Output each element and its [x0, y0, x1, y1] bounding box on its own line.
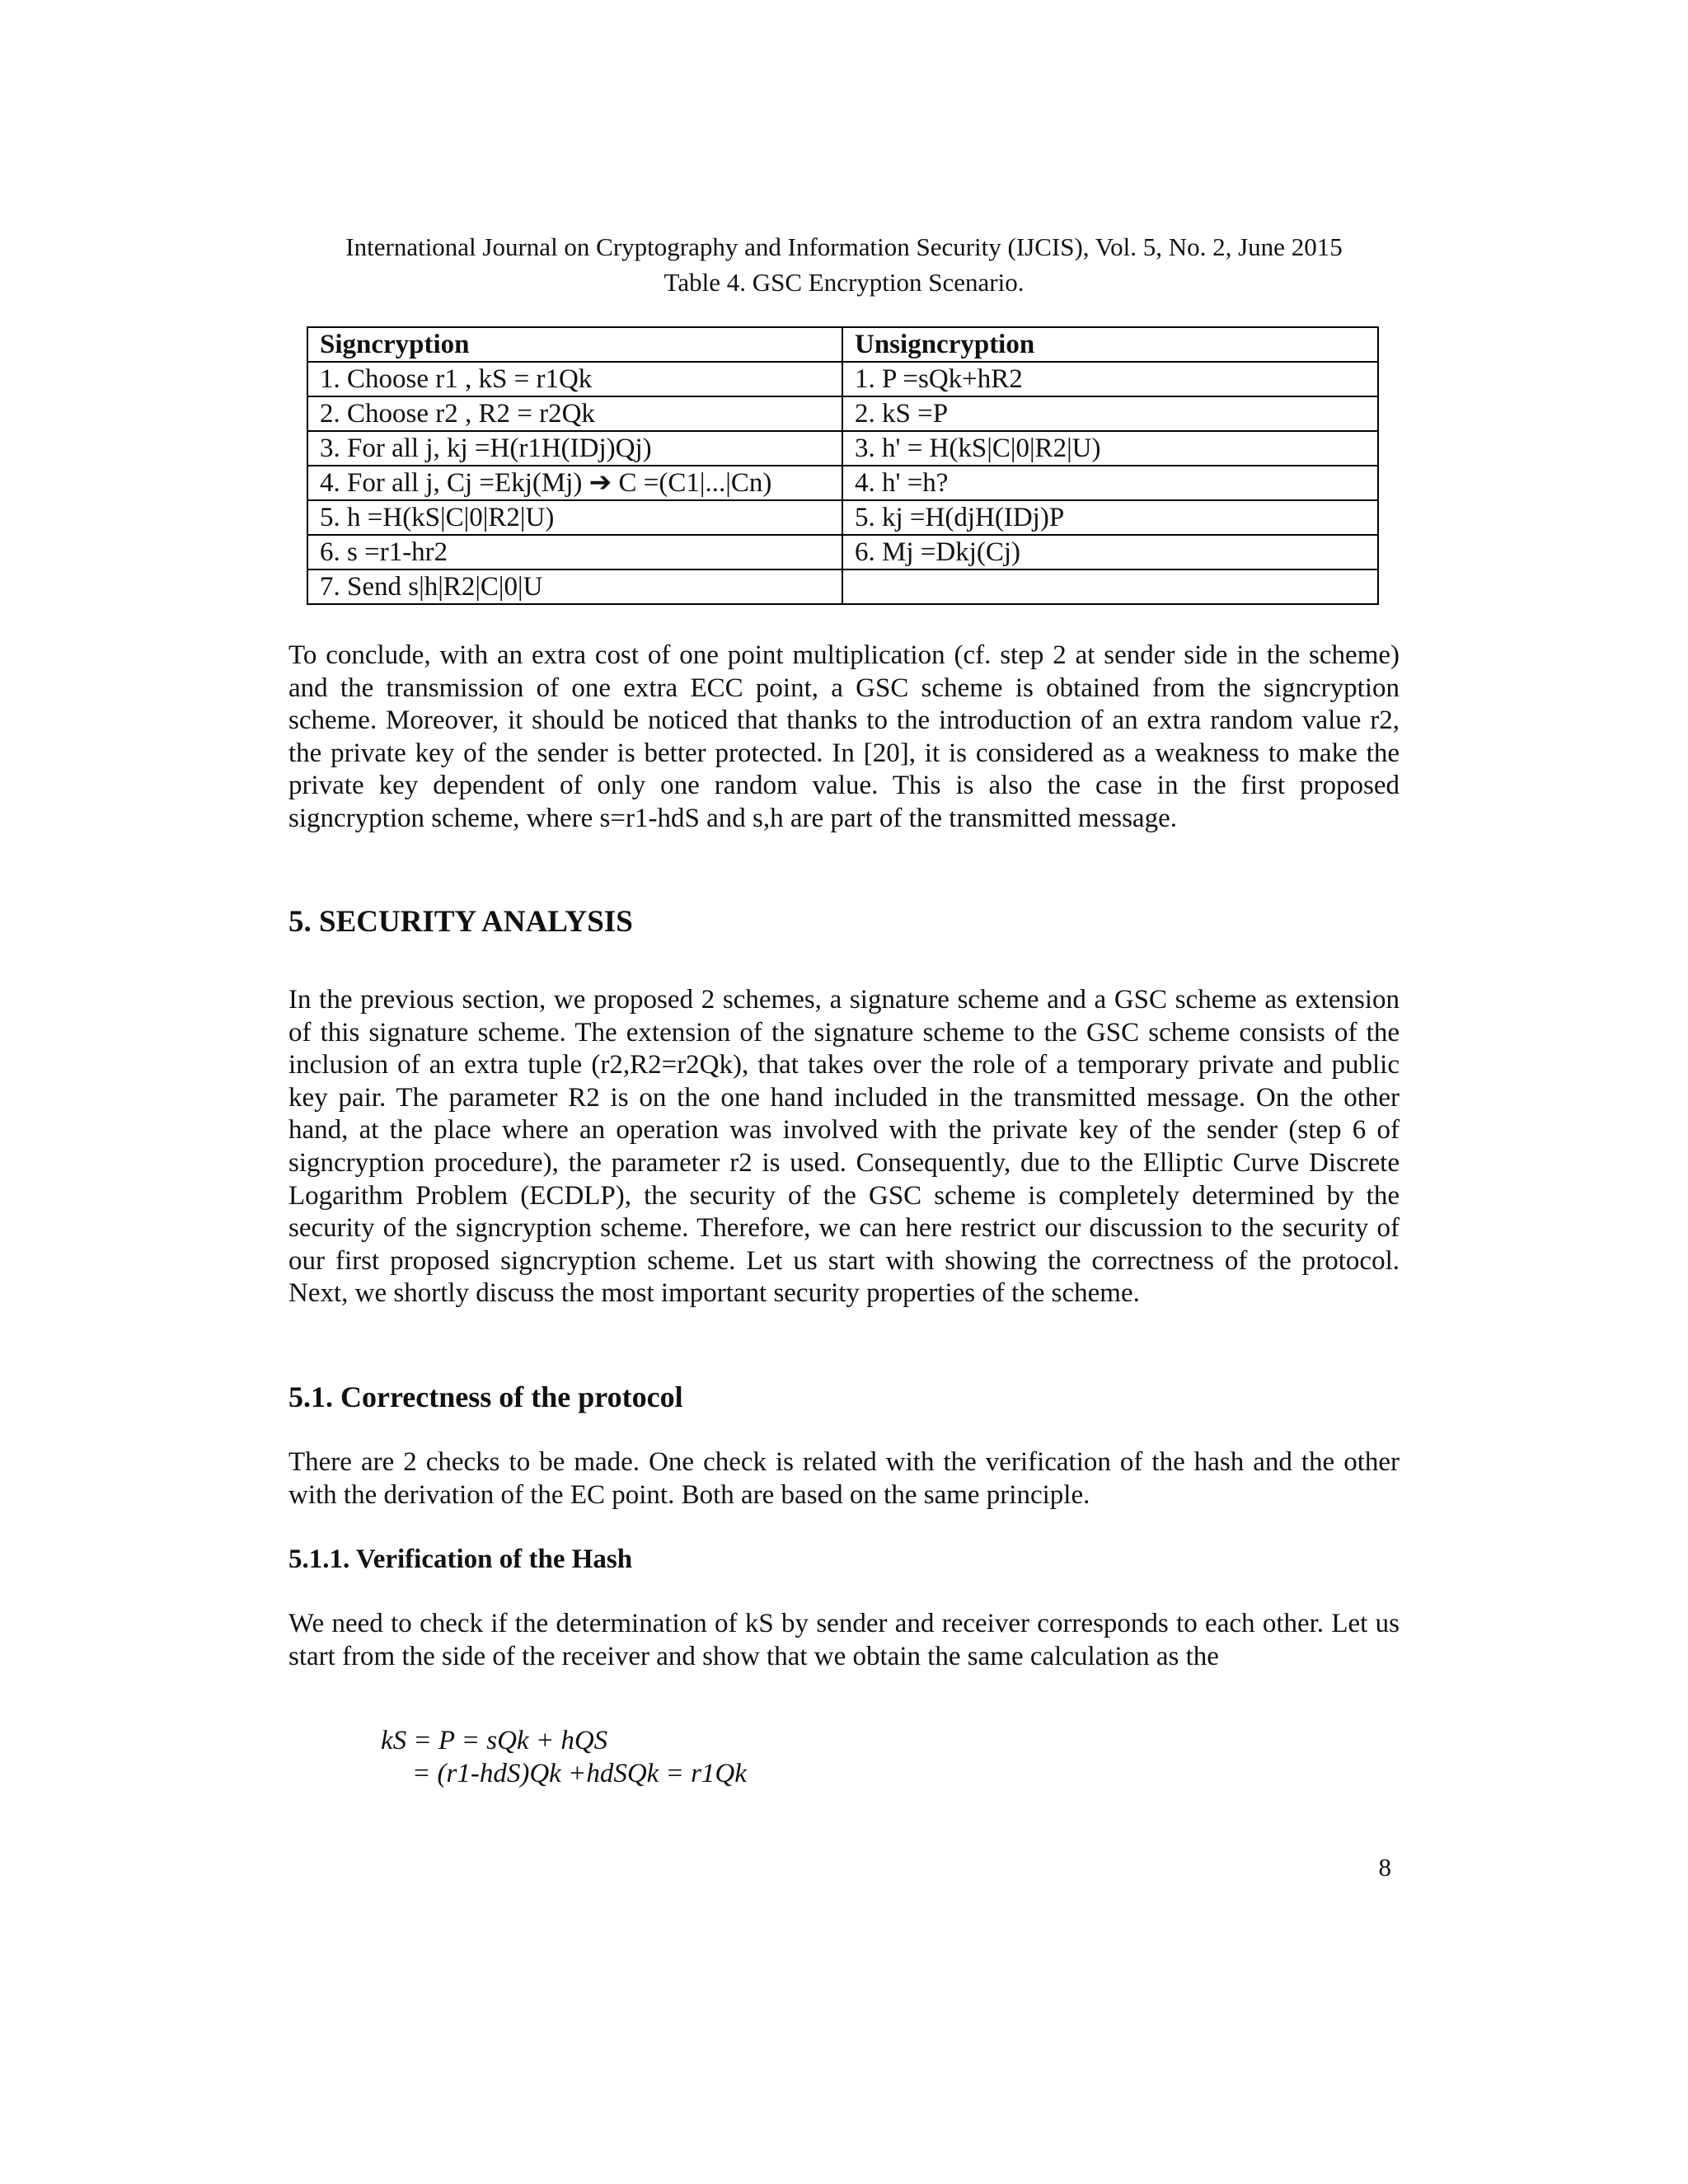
paragraph-security-analysis: In the previous section, we proposed 2 schemes, a signature scheme and a GSC scheme as extension of this signature scheme. The extension of the signature scheme to the GSC scheme consists of the inclusion of an extra tuple (r2,R2=r2Qk), that takes over the role of a temporary private and public key pair. The parameter R2 is on the one hand included in the transmitted message. On the other hand, at the place where an operation was involved with the private key of the sender (step 6 of signcryption procedure), the parameter r2 is used. Consequently, due to the Elliptic Curve Discrete Logarithm Problem (ECDLP), the security of the GSC scheme is completely determined by the security of the signcryption scheme. Therefore, we can here restrict our discussion to the security of our first proposed signcryption scheme. Let us start with showing the correctness of the protocol. Next, we shortly discuss the most important security properties of the scheme.	[288, 985, 1400, 1309]
table-cell: 1. Choose r1 , kS = r1Qk	[307, 362, 842, 396]
table-header-unsigncryption: Unsigncryption	[842, 327, 1378, 362]
equation-line-2: = (r1-hdS)Qk +hdSQk = r1Qk	[412, 1759, 747, 1788]
table-cell: 2. Choose r2 , R2 = r2Qk	[307, 396, 842, 431]
running-head: International Journal on Cryptography and Information Security (IJCIS), Vol. 5, No. 2, June 2015	[345, 232, 1343, 261]
table-row	[307, 396, 1378, 431]
table-caption: Table 4. GSC Encryption Scenario.	[663, 268, 1025, 297]
table-cell: 1. P =sQk+hR2	[842, 362, 1378, 396]
page-number: 8	[1378, 1853, 1391, 1882]
subsection-heading-correctness: 5.1. Correctness of the protocol	[288, 1380, 683, 1413]
table-row	[307, 500, 1378, 535]
table-row	[307, 466, 1378, 500]
gsc-encryption-table	[307, 326, 1379, 605]
table-cell: 6. s =r1-hr2	[307, 535, 842, 569]
table-cell: 5. kj =H(djH(IDj)P	[842, 500, 1378, 535]
equation-line-1: kS = P = sQk + hQS	[381, 1726, 608, 1755]
table-cell: 2. kS =P	[842, 396, 1378, 431]
table-cell: 3. For all j, kj =H(r1H(IDj)Qj)	[307, 431, 842, 466]
table-row	[307, 431, 1378, 466]
paragraph-checks: There are 2 checks to be made. One check is related with the verification of the hash and the other with the derivation of the EC point. Both are based on the same principle.	[288, 1447, 1400, 1510]
table-row	[307, 362, 1378, 396]
subsubsection-heading-verification-hash: 5.1.1. Verification of the Hash	[288, 1544, 633, 1574]
table-row	[307, 569, 1378, 604]
table-cell: 5. h =H(kS|C|0|R2|U)	[307, 500, 842, 535]
paragraph-hash: We need to check if the determination of kS by sender and receiver corresponds to each other. Let us start from the side of the receiver and show that we obtain the same calculation as the	[288, 1609, 1400, 1671]
table-cell	[842, 569, 1378, 604]
table-header-row	[307, 327, 1378, 362]
table-cell: 4. For all j, Cj =Ekj(Mj) ➔ C =(C1|...|Cn)	[307, 466, 842, 500]
table-row	[307, 535, 1378, 569]
table-cell: 3. h' = H(kS|C|0|R2|U)	[842, 431, 1378, 466]
table-cell: 6. Mj =Dkj(Cj)	[842, 535, 1378, 569]
table-header-signcryption: Signcryption	[307, 327, 842, 362]
table-cell: 4. h' =h?	[842, 466, 1378, 500]
table-cell: 7. Send s|h|R2|C|0|U	[307, 569, 842, 604]
section-heading-security-analysis: 5. SECURITY ANALYSIS	[288, 905, 633, 939]
paragraph-conclusion: To conclude, with an extra cost of one point multiplication (cf. step 2 at sender side in the scheme) and the transmission of one extra ECC point, a GSC scheme is obtained from the signcryption scheme. Moreover, it should be noticed that thanks to the introduction of an extra random value r2, the private key of the sender is better protected. In [20], it is considered as a weakness to make the private key dependent of only one random value. This is also the case in the first proposed signcryption scheme, where s=r1-hdS and s,h are part of the transmitted message.	[288, 640, 1400, 833]
